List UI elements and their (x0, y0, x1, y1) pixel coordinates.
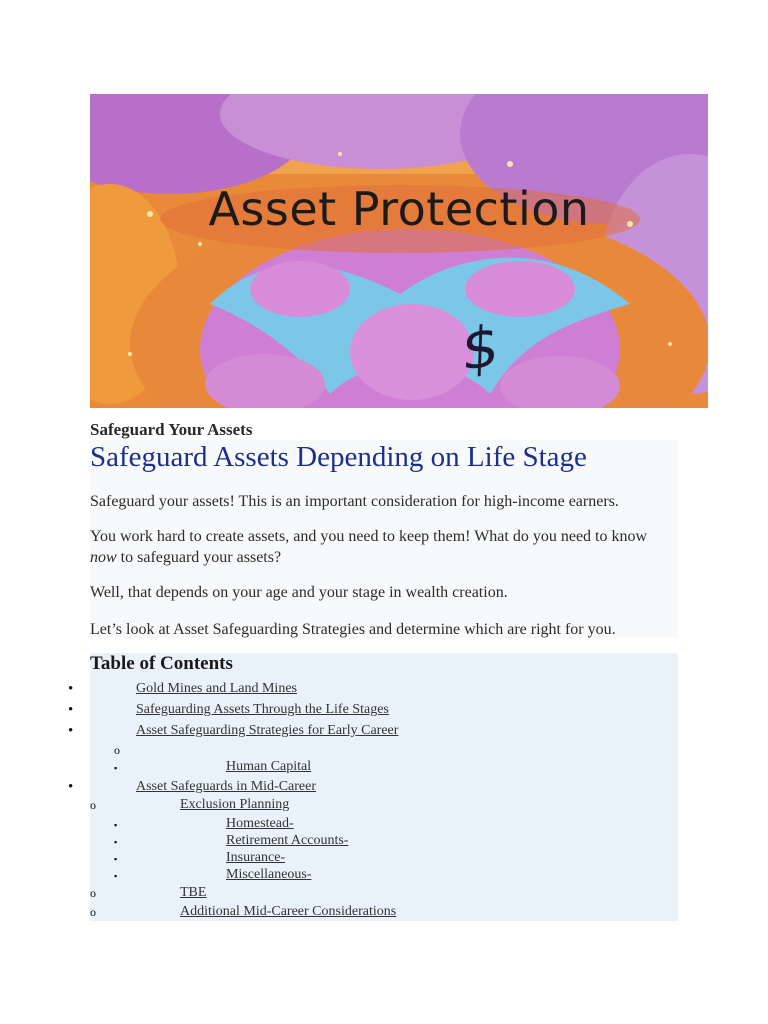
intro-paragraph-4: Let’s look at Asset Safeguarding Strategies and determine which are right for you. (90, 621, 616, 638)
toc-bullet: o (90, 905, 96, 919)
toc-link-insurance[interactable]: Insurance- (226, 850, 286, 865)
toc-title: Table of Contents (90, 653, 233, 674)
toc-bullet: o (90, 798, 96, 812)
toc-link-early-career[interactable]: Asset Safeguarding Strategies for Early Career (136, 723, 399, 738)
toc-bullet: o (114, 743, 120, 757)
toc-bullet: ▪ (114, 837, 118, 847)
intro-paragraph-3: Well, that depends on your age and your stage in wealth creation. (90, 584, 508, 601)
toc-link-human-capital[interactable]: Human Capital (226, 759, 312, 774)
dollar-sign: $ (460, 311, 501, 385)
hero-artwork (90, 94, 708, 408)
toc-bullet: • (68, 779, 74, 795)
toc-link-tbe[interactable]: TBE (180, 885, 207, 900)
toc-bullet: ▪ (114, 763, 118, 773)
toc-bullet: ▪ (114, 820, 118, 830)
toc-bullet: ▪ (114, 871, 118, 881)
toc-bullet: ▪ (114, 854, 118, 864)
intro-paragraph-2-end: to safeguard your assets? (116, 549, 282, 566)
hero-title: Asset Protection (208, 182, 590, 236)
table-of-contents (68, 653, 678, 921)
emphasis-now: now (90, 549, 117, 566)
section-kicker: Safeguard Your Assets (90, 420, 253, 439)
hero-image (90, 94, 708, 408)
toc-link-retirement-accounts[interactable]: Retirement Accounts- (226, 833, 349, 848)
toc-link-miscellaneous[interactable]: Miscellaneous- (226, 867, 312, 882)
toc-bullet: o (90, 886, 96, 900)
toc-link-mid-career[interactable]: Asset Safeguards in Mid-Career (136, 779, 317, 794)
toc-bullet: • (68, 702, 74, 718)
toc-link-homestead[interactable]: Homestead- (226, 816, 294, 831)
toc-link-exclusion-planning[interactable]: Exclusion Planning (180, 797, 290, 812)
intro-paragraph-2 (90, 526, 670, 568)
toc-bullet: • (68, 723, 74, 739)
intro-section (90, 440, 678, 638)
intro-paragraph-1: Safeguard your assets! This is an important consideration for high-income earners. (90, 493, 619, 510)
toc-link-life-stages[interactable]: Safeguarding Assets Through the Life Stages (136, 702, 389, 717)
toc-link-additional-mid-career[interactable]: Additional Mid-Career Considerations (180, 904, 397, 919)
toc-link-gold-mines[interactable]: Gold Mines and Land Mines (136, 681, 297, 696)
intro-paragraph-2-text: You work hard to create assets, and you need to keep them! What do you need to know (90, 528, 648, 545)
toc-bullet: • (68, 681, 74, 697)
page-title: Safeguard Assets Depending on Life Stage (90, 441, 587, 473)
